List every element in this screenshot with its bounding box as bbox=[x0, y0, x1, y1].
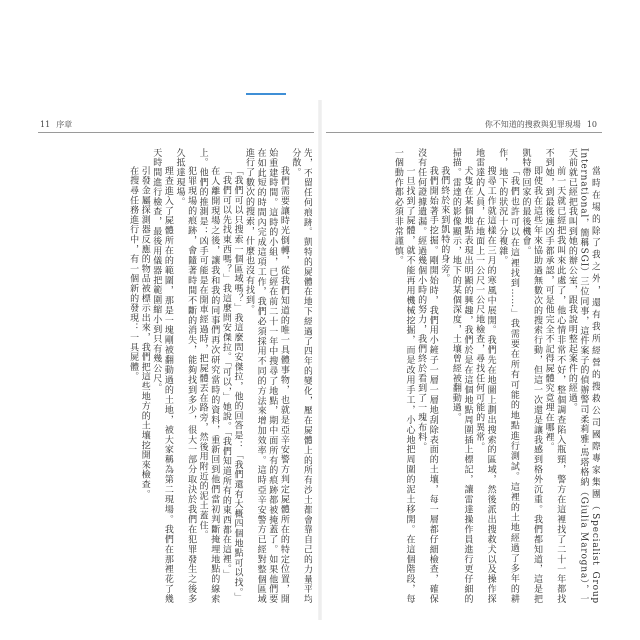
book-gutter bbox=[318, 100, 322, 620]
paragraph: 犬隻在某個地點表現出明顯的興趣，我們於是在這個地點周圍插上標記，讓雷達操作員進行更仔細的掃描。雷達的影像顯示，地下的某個深度，土壤曾經被翻動過。 bbox=[450, 148, 473, 604]
paragraph: 犯罪現場的痕跡，會隨著時間不斷的消失，能夠找到多少，很大一部分取決於我們在犯罪發生之後多久抵達現場。 bbox=[174, 148, 197, 604]
paragraph: 即使我在這些年來協助過無數次的搜索行動，但這一次還是讓我感到格外沉重。我們都知道，這是把凱特帶回家的最後機會。 bbox=[520, 148, 543, 604]
right-page-body bbox=[330, 148, 600, 604]
left-page-number: 11 bbox=[40, 120, 51, 129]
paragraph: 當時在場的除了我之外，還有我所經營的搜救公司國際專家集團（Specialist Group International，簡稱SGI）三位同事，這件案子的偵辦警司柔莉雅‧馬塔格納（Giulia Marogna），一天前就已經把我叫到她的辦公室，跟我說明整起案件的經過。 bbox=[566, 148, 600, 604]
paragraph: 在人離開現場之後，讓我和我的同事們再次研究當時的資料，重新回到他們當初判斷掩埋地點的線索上。他們的推測是：凶手可能是在開車經過時，把屍體丟在路旁，然後用附近的泥土蓋住。 bbox=[197, 148, 220, 604]
paragraph: 一旦找到了屍體，就不能再用機械挖掘，而是改用手工，小心地把周圍的泥土移開。在這個階段，每一個動作都必須非常謹慎。 bbox=[392, 148, 415, 604]
paragraph: 理查進入了屍體所在的範圍，那是一塊剛被翻動過的土地，被大家稱為第二現場。我們在那裡花了幾天時間進行檢查，最後用儀器把範圍縮小到只有幾公尺。 bbox=[151, 148, 173, 604]
left-running-head bbox=[40, 120, 72, 130]
paragraph: 「我們可以只搜索一個區域嗎？」我這麼問安傑拉，他的回答是：「我們還有大概四個地點可以找。」 bbox=[232, 166, 243, 603]
right-page-number: 10 bbox=[586, 120, 597, 129]
left-header-rule bbox=[38, 132, 314, 133]
paragraph: 搜尋工作就這樣在三月的寒風中展開。我們先在地圖上劃出搜索的區域，然後派出搜救犬以及操作探地雷達的人員，在地面上一公尺一公尺地檢查，尋找任何可能的異常。 bbox=[474, 148, 496, 604]
left-page-body bbox=[42, 148, 312, 604]
paragraph: 先，不留任何痕跡。凱特的屍體在地下經過了四年的變化，壓在屍體上的所有沙土都會靠自己的力量平均分散。 bbox=[290, 148, 312, 604]
right-book-title: 你不知道的搜救與犯罪現場 bbox=[484, 120, 581, 129]
paragraph: 我們開始著手挖掘。剛開始時，我們用小鏟子一層一層地刮除表面的土壤，每一層都仔細檢查，確保沒有任何證據遺漏。經過幾個小時的努力，我們終於看到了一塊布料。 bbox=[416, 148, 438, 604]
paragraph: 引發金屬探測器反應的物品被標示出來，我們把這些地方的土壤挖開來檢查。 bbox=[139, 166, 150, 500]
right-running-head bbox=[485, 120, 597, 130]
paragraph: 「我們可以先找東西嗎？」我這麼問安傑拉。「可以，」她說。「我們知道所有的東西都在這裡。」 bbox=[220, 166, 231, 580]
paragraph: 我們需要讓時光倒轉，從我們知道的唯一具體事物，也就是亞辛安警方判定屍體所在的特定位置，開始重建時間。這時的小組，已經在前二十一年中搜尋了地點，期中面所有的痕跡都被掩蓋了。如果他們要在如此短的時間內完成這項工作，我們必須採用不同的方法來增加效率。這時亞辛安警方已經對整個區域進行了數次的搜索，什麼也沒有找到。 bbox=[244, 148, 289, 604]
paragraph: 前一天就已經把我叫來此處了，他心情非常不好，整個調查陷入瓶頸，警方在這裡找了二十一年都找不到她，到最後連凶手都承認，可是他完全不記得屍體究竟埋在哪裡。 bbox=[543, 148, 566, 604]
top-accent-rule bbox=[246, 93, 286, 95]
paragraph: 在搜尋任務進行中，有一個新的發現：一具屍體。 bbox=[128, 166, 139, 382]
paragraph: 我們終於來到凱特的身旁。 bbox=[439, 166, 450, 284]
right-header-rule bbox=[326, 132, 602, 133]
paragraph: 「我們也許可以在這裡找到……」我需要在所有可能的地點進行測試。這裡的土地經過了多年的耕作，地下的狀況十分複雜。 bbox=[497, 148, 519, 604]
left-chapter-title: 序章 bbox=[56, 120, 73, 129]
